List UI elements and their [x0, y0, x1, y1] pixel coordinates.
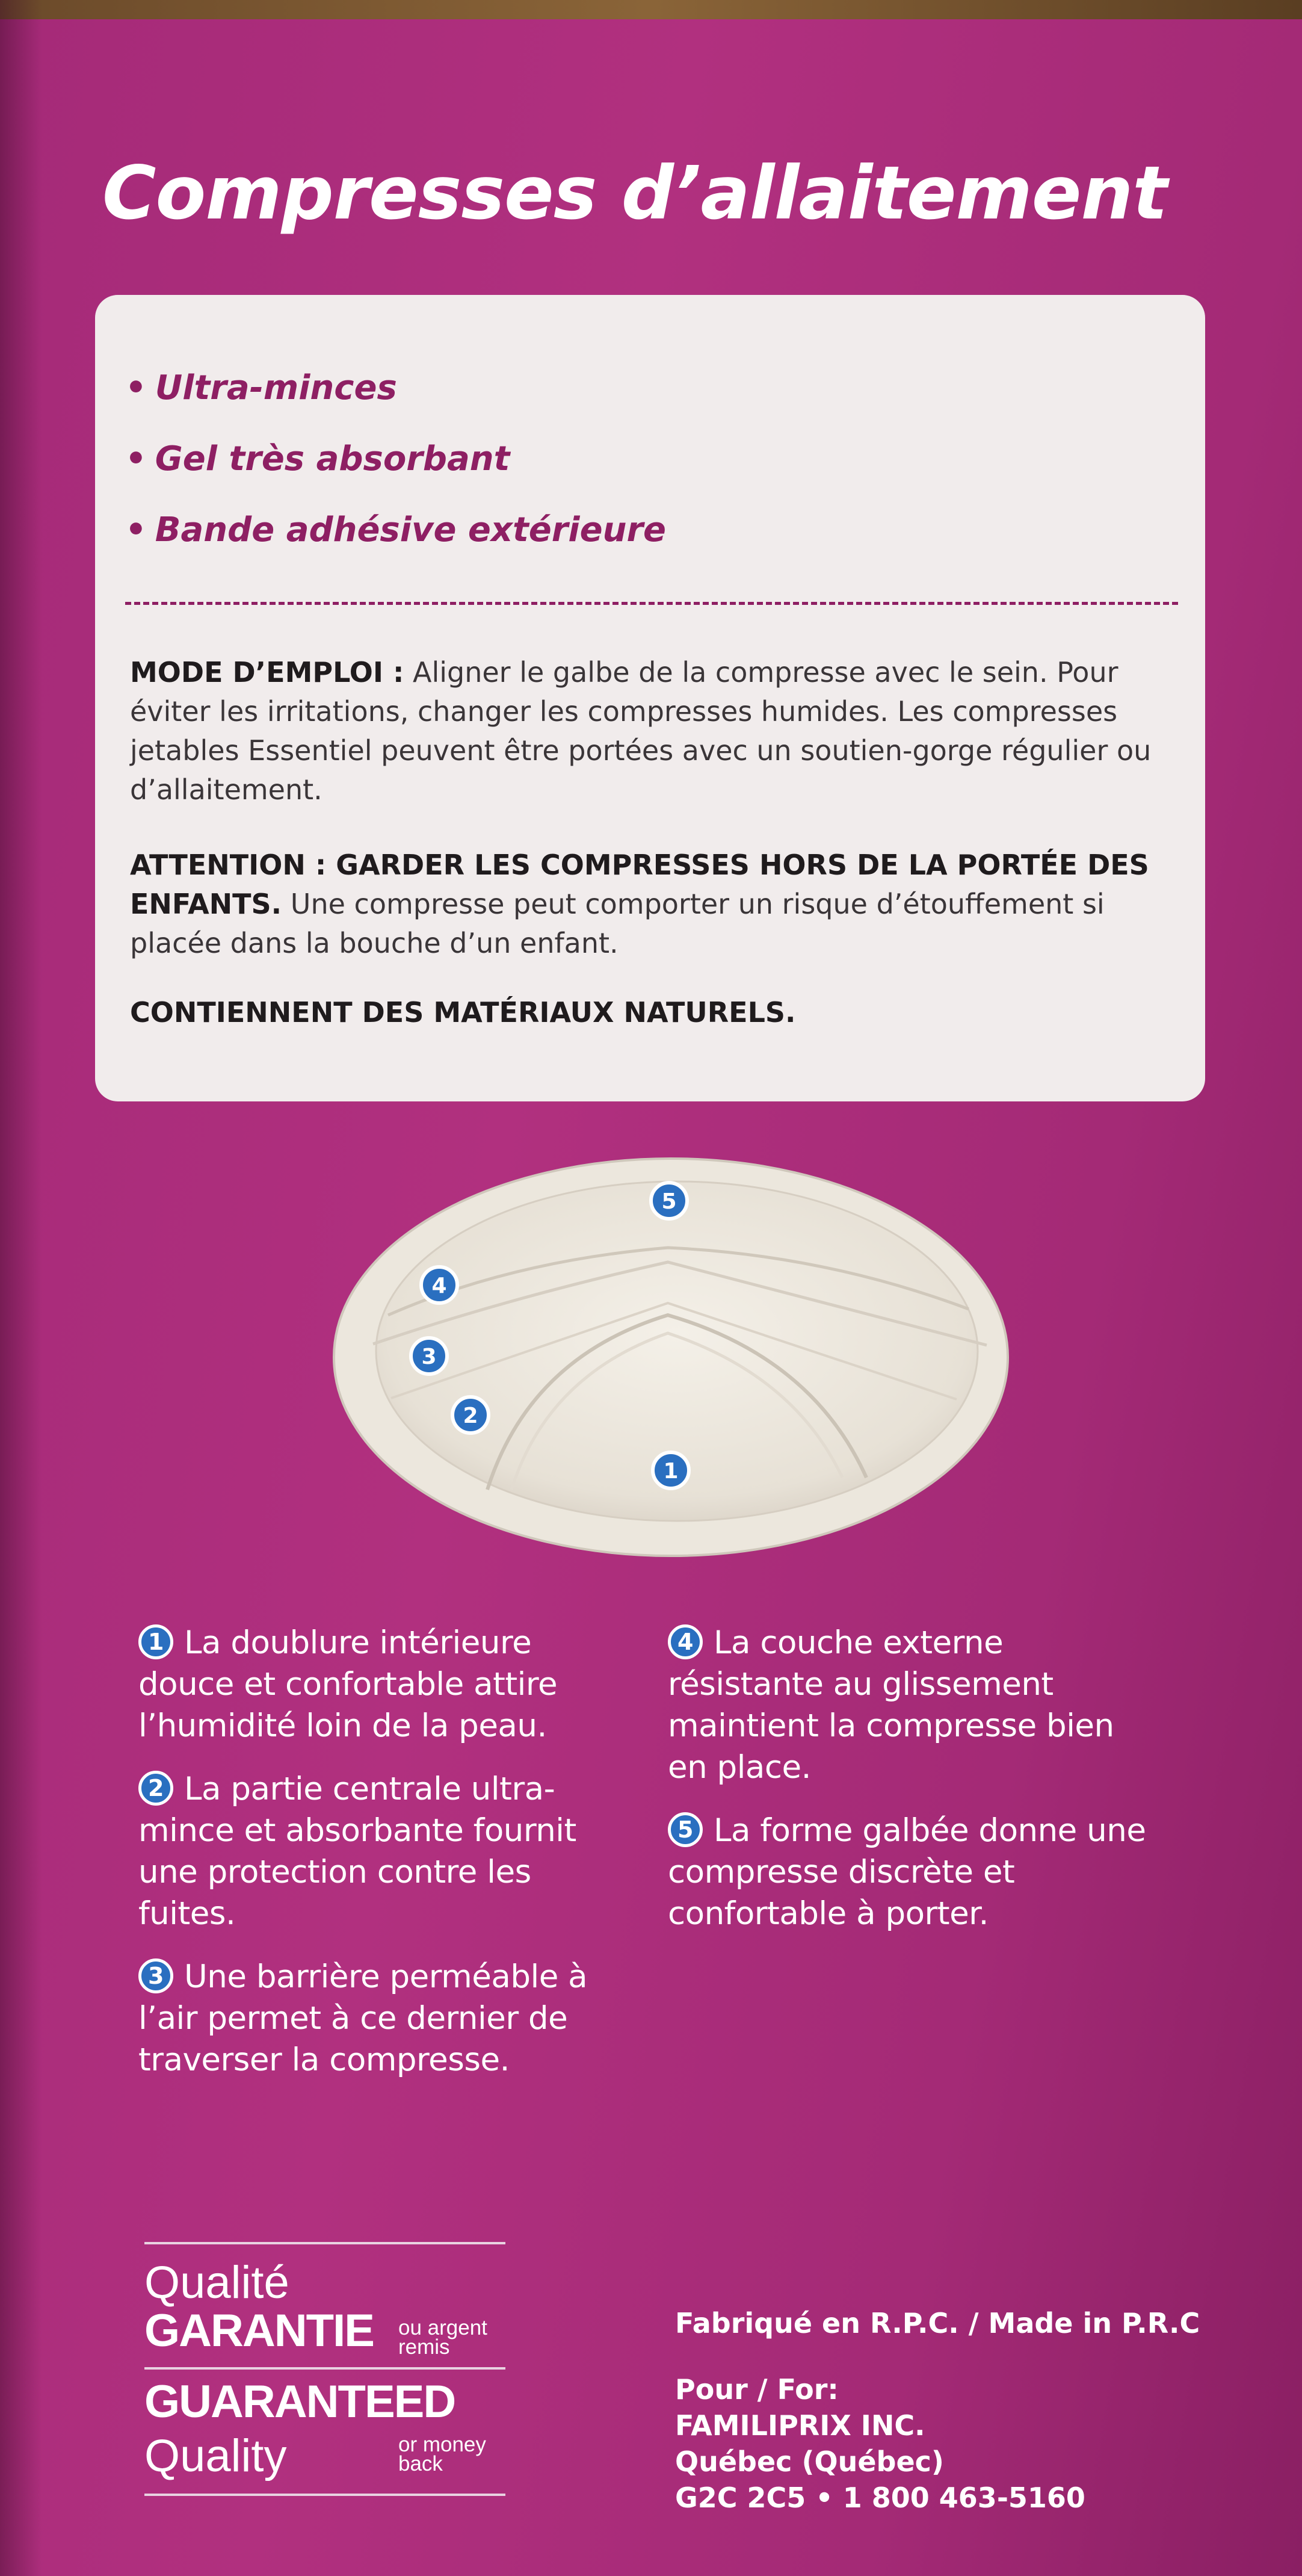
warning-paragraph: [130, 846, 1189, 963]
seal-quality: Quality: [144, 2430, 287, 2482]
number-badge: 4: [668, 1624, 703, 1659]
svg-text:4: 4: [431, 1274, 447, 1298]
marker-1: [653, 1452, 689, 1488]
feature-item: • Bande adhésive extérieure: [125, 510, 667, 550]
seal-ou-argent: ou argent: [398, 2316, 487, 2339]
svg-text:5: 5: [661, 1189, 677, 1214]
svg-text:1: 1: [663, 1459, 679, 1484]
company-city: Québec (Québec): [675, 2445, 944, 2478]
seal-remis: remis: [398, 2335, 450, 2359]
warning-label: ATTENTION : GARDER LES COMPRESSES HORS DE LA PORTÉE DES ENFANTS.: [130, 849, 1149, 920]
seal-back: back: [398, 2452, 443, 2475]
instructions-text: Aligner le galbe de la compresse avec le sein. Pour éviter les irritations, changer les compresses humides. Les compresses jetables Essentiel peuvent être portées avec un soutien-gorge régulier ou d’allaitement.: [130, 656, 1152, 806]
marker-3: [411, 1338, 447, 1374]
legend-right-column: [668, 1622, 1161, 1956]
seal-or-money: or money: [398, 2433, 486, 2456]
marker-2: [452, 1397, 489, 1433]
feature-item: • Gel très absorbant: [125, 439, 510, 478]
legend-item-5: 5 La forme galbée donne une compresse discrète et confortable à porter.: [668, 1812, 1146, 1932]
marker-4: [421, 1267, 457, 1303]
instructions-label: MODE D’EMPLOI :: [130, 656, 404, 689]
svg-text:3: 3: [421, 1345, 437, 1369]
number-badge: 5: [668, 1812, 703, 1847]
natural-materials-note: CONTIENNENT DES MATÉRIAUX NATURELS.: [130, 996, 796, 1029]
marker-5: [651, 1183, 687, 1219]
seal-garantie: GARANTIE: [144, 2305, 374, 2356]
legend-item-4: 4 La couche externe résistante au glissement maintient la compresse bien en place.: [668, 1624, 1114, 1786]
seal-guaranteed: GUARANTEED: [144, 2376, 455, 2427]
legend-item-2: 2 La partie centrale ultra-mince et absorbante fournit une protection contre les fuites.: [138, 1771, 576, 1932]
dashed-divider: [125, 602, 1178, 605]
fold-shadow: [0, 0, 42, 2576]
seal-qualite: Qualité: [144, 2257, 289, 2308]
nursing-pad-diagram: [331, 1153, 1017, 1562]
svg-text:2: 2: [463, 1404, 478, 1428]
company-name: FAMILIPRIX INC.: [675, 2409, 925, 2442]
warning-text: Une compresse peut comporter un risque d’étouffement si placée dans la bouche d’un enfant.: [130, 888, 1105, 959]
legend-item-3: 3 Une barrière perméable à l’air permet à ce dernier de traverser la compresse.: [138, 1958, 588, 2078]
number-badge: 3: [138, 1958, 173, 1993]
instructions-paragraph: [130, 653, 1189, 810]
box-edge: [0, 0, 1302, 19]
seal-rule: [144, 2367, 505, 2370]
product-title: Compresses d’allaitement: [102, 150, 1167, 236]
number-badge: 2: [138, 1771, 173, 1806]
legend-item-1: 1 La doublure intérieure douce et confortable attire l’humidité loin de la peau.: [138, 1624, 558, 1744]
info-card: [95, 295, 1205, 1101]
seal-rule: [144, 2494, 505, 2496]
legend-left-column: [138, 1622, 632, 2102]
feature-item: • Ultra-minces: [125, 368, 397, 407]
made-in-text: Fabriqué en R.P.C. / Made in P.R.C: [675, 2307, 1200, 2339]
feature-list: [125, 367, 666, 580]
number-badge: 1: [138, 1624, 173, 1659]
manufacturer-info: [675, 2305, 1277, 2516]
postal-phone: G2C 2C5 • 1 800 463-5160: [675, 2482, 1085, 2514]
for-label: Pour / For:: [675, 2373, 839, 2406]
seal-rule: [144, 2242, 505, 2244]
quality-guarantee-seal: [144, 2242, 505, 2525]
